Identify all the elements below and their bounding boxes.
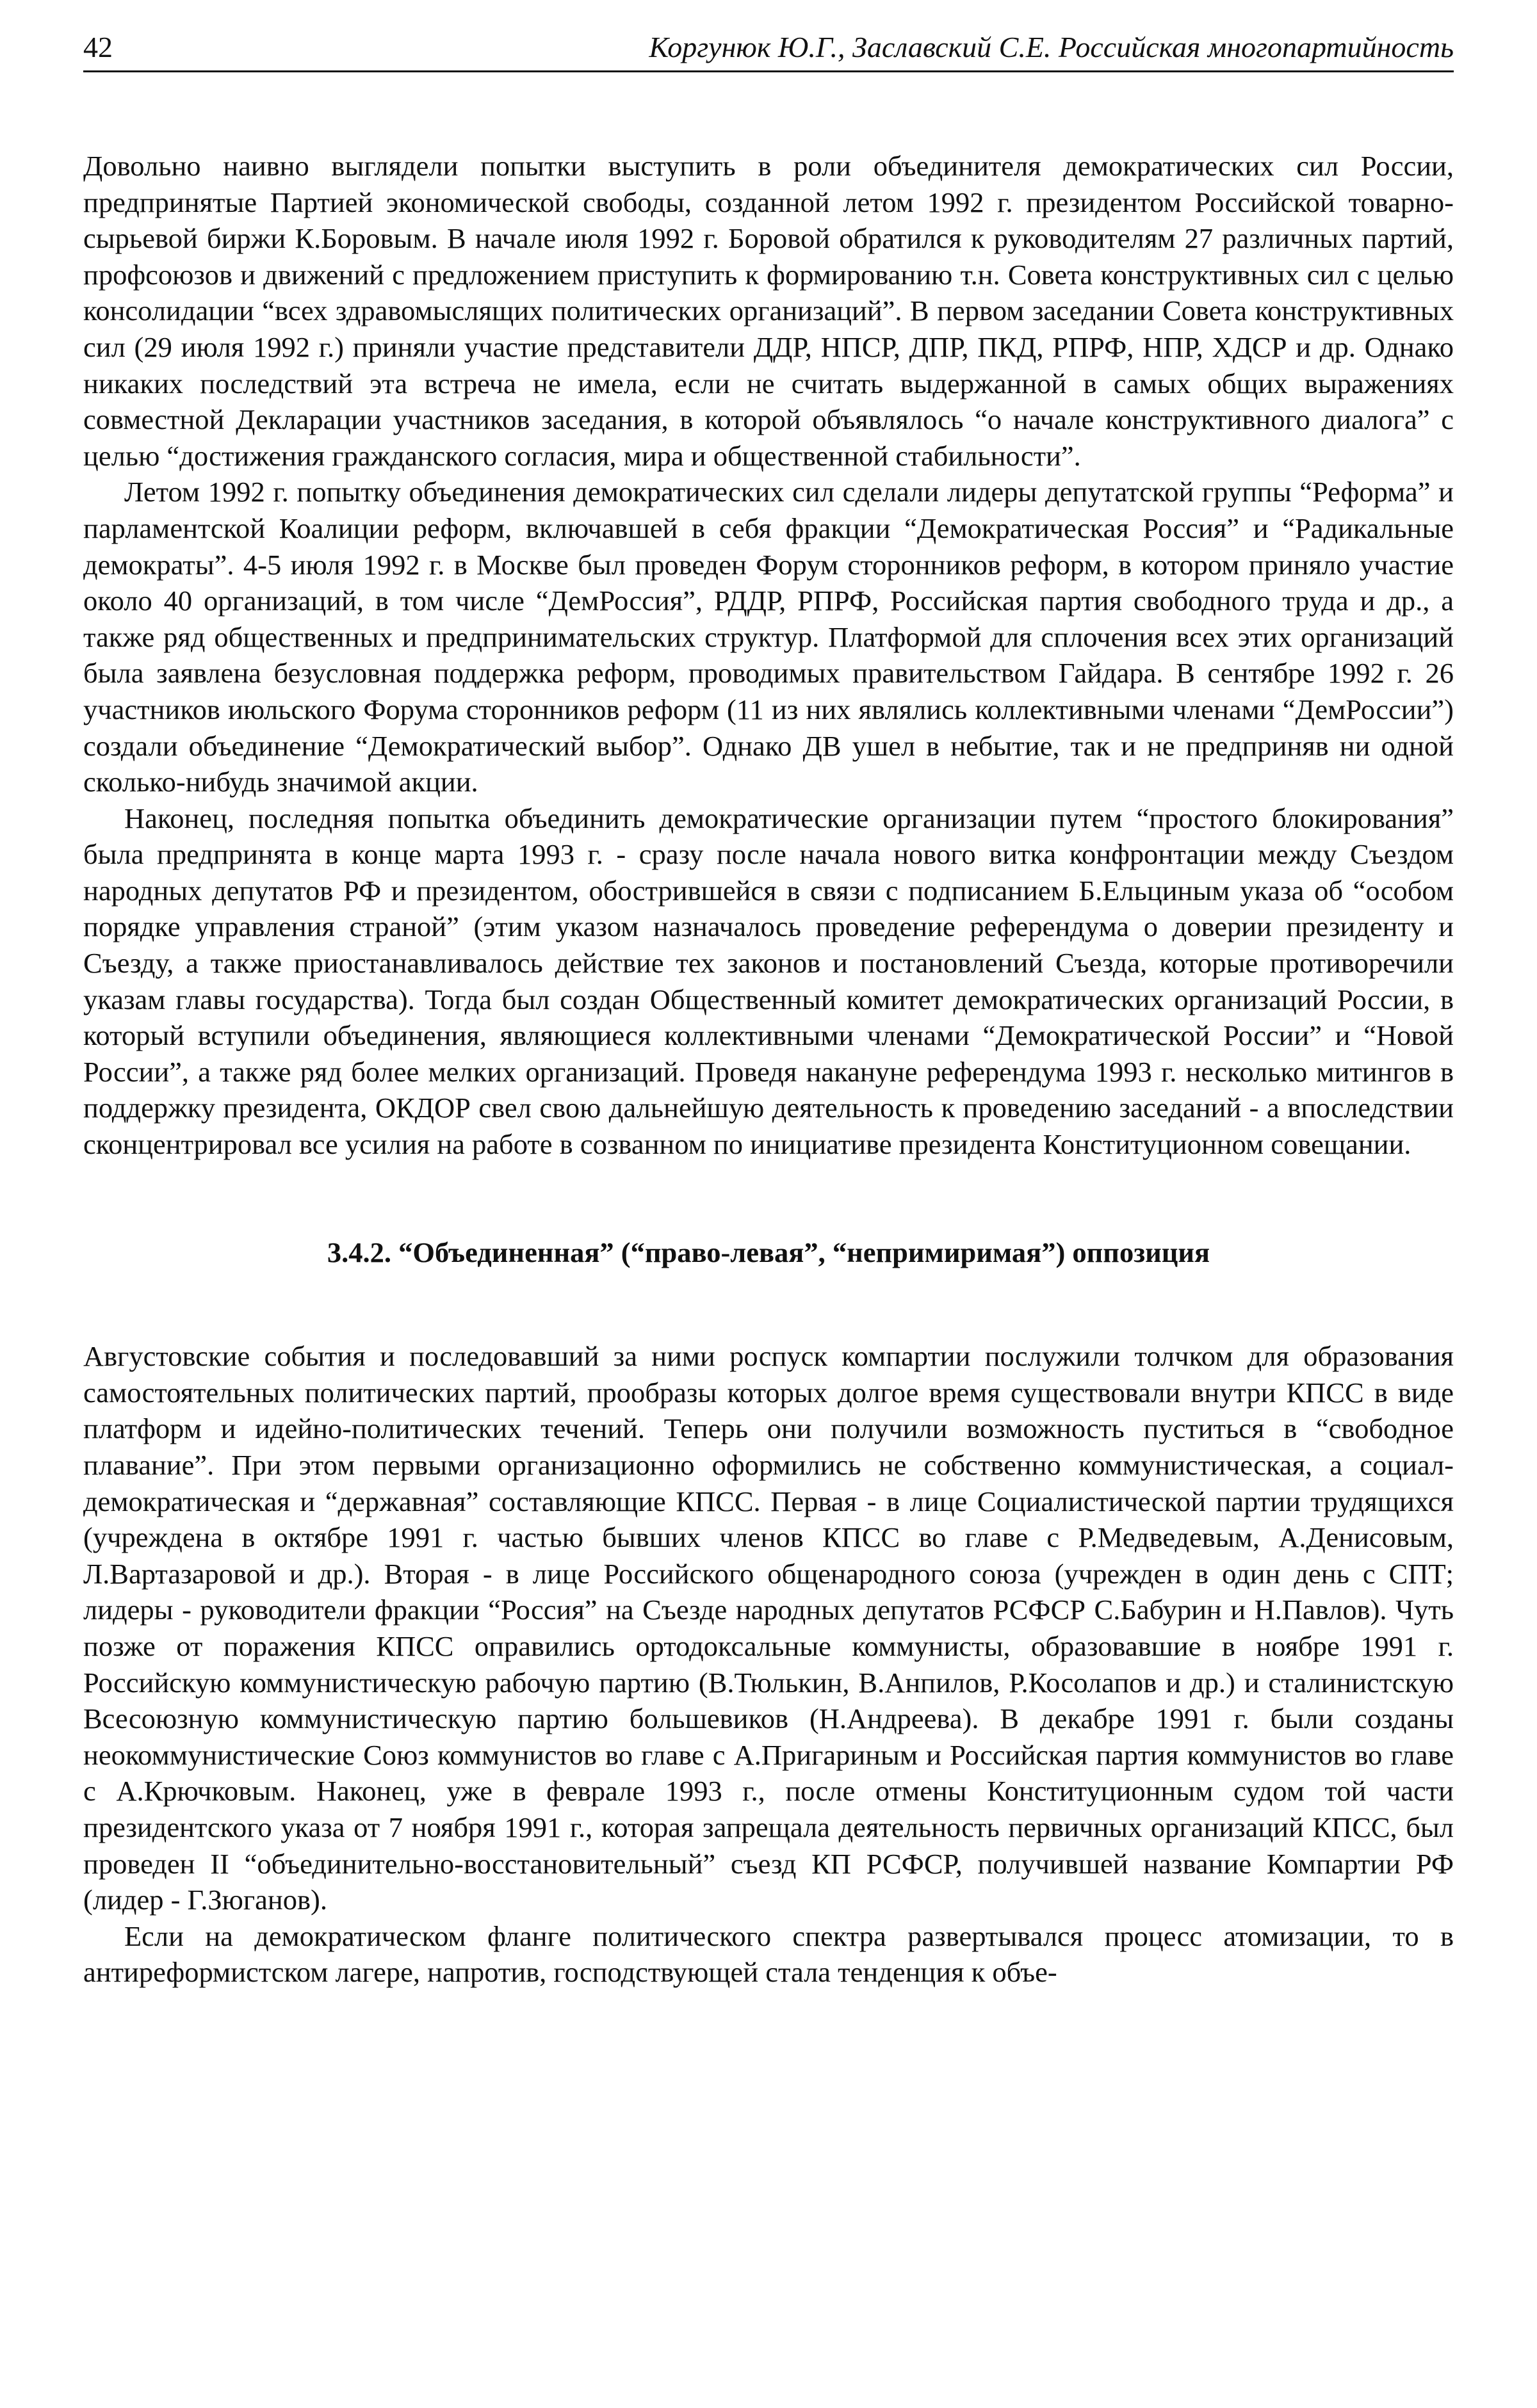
paragraph: Довольно наивно выглядели попытки выступить в роли объединителя демократических сил России, предпринятые Партией экономической свободы, созданной летом 1992 г. президентом Российской товарно-сырьевой биржи К.Боровым. В начале июля 1992 г. Боровой обратился к руководителям 27 различных партий, профсоюзов и движений с предложением приступить к формированию т.н. Совета конструктивных сил с целью консолидации “всех здравомыслящих политических организаций”. В первом заседании Совета конструктивных сил (29 июля 1992 г.) приняли участие представители ДДР, НПСР, ДПР, ПКД, РПРФ, НПР, ХДСР и др. Однако никаких последствий эта встреча не имела, если не считать выдержанной в самых общих выражениях совместной Декларации участников заседания, в которой объявлялось “о начале конструктивного диалога” с целью “достижения гражданского согласия, мира и общественной стабильности”.	[83, 150, 1454, 472]
section-heading: 3.4.2. “Объединенная” (“право-левая”, “непримиримая”) оппозиция	[327, 1236, 1210, 1268]
paragraph: Августовские события и последовавший за ними роспуск компартии послужили толчком для образования самостоятельных политических партий, прообразы которых долгое время существовали внутри КПСС в виде платформ и идейно-политических течений. Теперь они получили возможность пуститься в “свободное плавание”. При этом первыми организационно оформились не собственно коммунистическая, а социал-демократическая и “державная” составляющие КПСС. Первая - в лице Социалистической партии трудящихся (учреждена в октябре 1991 г. частью бывших членов КПСС во главе с Р.Медведевым, А.Денисовым, Л.Вартазаровой и др.). Вторая - в лице Российского общенародного союза (учрежден в один день с СПТ; лидеры - руководители фракции “Россия” на Съезде народных депутатов РСФСР С.Бабурин и Н.Павлов). Чуть позже от поражения КПСС оправились ортодоксальные коммунисты, образовавшие в ноябре 1991 г. Российскую коммунистическую рабочую партию (В.Тюлькин, В.Анпилов, Р.Косолапов и др.) и сталинистскую Всесоюзную коммунистическую партию большевиков (Н.Андреева). В декабре 1991 г. были созданы неокоммунистические Союз коммунистов во главе с А.Пригариным и Российская партия коммунистов во главе с А.Крючковым. Наконец, уже в феврале 1993 г., после отмены Конституционным судом той части президентского указа от 7 ноября 1991 г., которая запрещала деятельность первичных организаций КПСС, был проведен II “объединительно-восстановительный” съезд КП РСФСР, получившей название Компартии РФ (лидер - Г.Зюганов).	[83, 1340, 1454, 1916]
page-header	[83, 26, 1454, 72]
paragraph: Наконец, последняя попытка объединить демократические организации путем “простого блокирования” была предпринята в конце марта 1993 г. - сразу после начала нового витка конфронтации между Съездом народных депутатов РФ и президентом, обострившейся в связи с подписанием Б.Ельциным указа об “особом порядке управления страной” (этим указом назначалось проведение референдума о доверии президенту и Съезду, а также приостанавливалось действие тех законов и постановлений Съезда, которые противоречили указам главы государства). Тогда был создан Общественный комитет демократических организаций России, в который вступили объединения, являющиеся коллективными членами “Демократической России” и “Новой России”, а также ряд более мелких организаций. Проведя накануне референдума 1993 г. несколько митингов в поддержку президента, ОКДОР свел свою дальнейшую деятельность к проведению заседаний - а впоследствии сконцентрировал все усилия на работе в созванном по инициативе президента Конституционном совещании.	[83, 802, 1454, 1161]
body-text	[83, 148, 1454, 1991]
page-number: 42	[83, 31, 113, 63]
paragraph: Летом 1992 г. попытку объединения демократических сил сделали лидеры депутатской группы “Реформа” и парламентской Коалиции реформ, включавшей в себя фракции “Демократическая Россия” и “Радикальные демократы”. 4-5 июля 1992 г. в Москве был проведен Форум сторонников реформ, в котором приняло участие около 40 организаций, в том числе “ДемРоссия”, РДДР, РПРФ, Российская партия свободного труда и др., а также ряд общественных и предпринимательских структур. Платформой для сплочения всех этих организаций была заявлена безусловная поддержка реформ, проводимых правительством Гайдара. В сентябре 1992 г. 26 участников июльского Форума сторонников реформ (11 из них являлись коллективными членами “ДемРоссии”) создали объединение “Демократический выбор”. Однако ДВ ушел в небытие, так и не предприняв ни одной сколько-нибудь значимой акции.	[83, 476, 1454, 798]
book-page	[83, 26, 1454, 1991]
running-title: Коргунюк Ю.Г., Заславский С.Е. Российская многопартийность	[649, 31, 1454, 63]
paragraph: Если на демократическом фланге политического спектра развертывался процесс атомизации, то в антиреформистском лагере, напротив, господствующей стала тенденция к объе-	[83, 1919, 1454, 1989]
